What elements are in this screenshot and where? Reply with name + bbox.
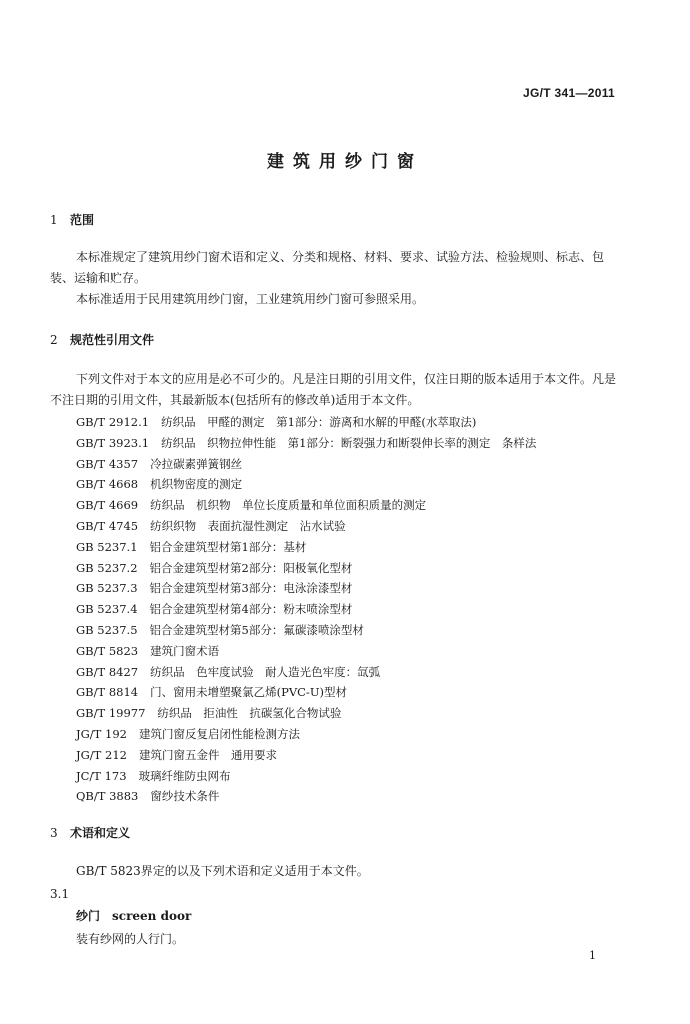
reference-item <box>76 620 536 641</box>
reference-code: GB 5237.4 <box>76 602 138 617</box>
reference-title: 纺织织物 表面抗湿性测定 沾水试验 <box>150 518 346 533</box>
reference-item <box>76 578 536 599</box>
reference-title: 建筑门窗五金件 通用要求 <box>138 747 277 762</box>
section-title: 范围 <box>70 213 95 227</box>
reference-item <box>76 433 536 454</box>
reference-code: GB/T 4668 <box>76 477 139 492</box>
reference-title: 建筑门窗反复启闭性能检测方法 <box>138 726 300 741</box>
reference-title: 冷拉碳素弹簧钢丝 <box>150 456 243 471</box>
reference-item <box>76 495 536 516</box>
reference-code: GB/T 8814 <box>76 685 139 700</box>
reference-item <box>76 537 536 558</box>
reference-item <box>76 641 536 662</box>
scope-paragraph-1: 本标准规定了建筑用纱门窗术语和定义、分类和规格、材料、要求、试验方法、检验规则、标志、包装、运输和贮存。 <box>50 250 605 285</box>
reference-item <box>76 474 536 495</box>
reference-code: GB 5237.5 <box>76 622 138 637</box>
reference-code: GB/T 4669 <box>76 498 139 513</box>
section-2-heading <box>50 331 154 348</box>
section-number: 1 <box>50 213 58 227</box>
reference-title: 纺织品 拒油性 抗碳氢化合物试验 <box>157 706 342 721</box>
reference-title: 门、窗用未增塑聚氯乙烯(PVC-U)型材 <box>150 685 348 700</box>
section-3-heading <box>50 824 130 841</box>
reference-title: 玻璃纤维防虫网布 <box>138 768 231 783</box>
reference-title: 纺织品 机织物 单位长度质量和单位面积质量的测定 <box>150 498 427 513</box>
reference-item <box>76 786 536 807</box>
reference-item <box>76 599 536 620</box>
reference-item <box>76 516 536 537</box>
normative-references-list <box>76 412 536 807</box>
section-title: 规范性引用文件 <box>70 333 155 347</box>
reference-item <box>76 745 536 766</box>
reference-item <box>76 703 536 724</box>
reference-title: 纺织品 织物拉伸性能 第1部分：断裂强力和断裂伸长率的测定 条样法 <box>161 435 537 450</box>
reference-title: 铝合金建筑型材第2部分：阳极氧化型材 <box>149 560 353 575</box>
reference-item <box>76 412 536 433</box>
scope-paragraph-2: 本标准适用于民用建筑用纱门窗，工业建筑用纱门窗可参照采用。 <box>76 292 425 306</box>
reference-title: 机织物密度的测定 <box>150 477 243 492</box>
term-chinese: 纱门 <box>76 909 101 923</box>
reference-code: GB/T 3923.1 <box>76 435 150 450</box>
reference-title: 建筑门窗术语 <box>150 643 220 658</box>
reference-title: 铝合金建筑型材第4部分：粉末喷涂型材 <box>149 602 353 617</box>
reference-code: GB 5237.1 <box>76 539 138 554</box>
reference-code: GB/T 4745 <box>76 518 139 533</box>
reference-code: JC/T 173 <box>76 768 127 783</box>
reference-code: QB/T 3883 <box>76 789 139 804</box>
section-number: 3 <box>50 826 58 840</box>
section-number: 2 <box>50 333 58 347</box>
standard-code: JG/T 341—2011 <box>523 86 615 100</box>
term-definition: 装有纱网的人行门。 <box>76 932 185 946</box>
reference-code: JG/T 192 <box>76 726 127 741</box>
reference-item <box>76 454 536 475</box>
reference-item <box>76 682 536 703</box>
term-english: screen door <box>112 909 192 923</box>
reference-title: 纺织品 甲醛的测定 第1部分：游离和水解的甲醛(水萃取法) <box>161 415 477 429</box>
section-title: 术语和定义 <box>70 826 131 840</box>
reference-item <box>76 558 536 579</box>
reference-item <box>76 724 536 745</box>
reference-code: GB/T 2912.1 <box>76 415 150 429</box>
references-intro: 下列文件对于本文的应用是必不可少的。凡是注日期的引用文件，仅注日期的版本适用于本文件。凡是不注日期的引用文件，其最新版本(包括所有的修改单)适用于本文件。 <box>50 372 617 407</box>
document-title: 建筑用纱门窗 <box>267 152 423 172</box>
term-entry <box>76 907 191 924</box>
reference-code: GB/T 19977 <box>76 706 146 721</box>
reference-code: JG/T 212 <box>76 747 127 762</box>
reference-title: 铝合金建筑型材第1部分：基材 <box>149 539 307 554</box>
reference-item <box>76 662 536 683</box>
reference-code: GB/T 5823 <box>76 643 139 658</box>
reference-title: 窗纱技术条件 <box>150 789 220 804</box>
reference-item <box>76 766 536 787</box>
term-number: 3.1 <box>50 887 70 901</box>
terms-intro: GB/T 5823界定的以及下列术语和定义适用于本文件。 <box>76 864 369 878</box>
reference-title: 铝合金建筑型材第5部分：氟碳漆喷涂型材 <box>149 622 364 637</box>
reference-title: 纺织品 色牢度试验 耐人造光色牢度：氙弧 <box>150 664 381 679</box>
section-1-heading <box>50 211 94 228</box>
reference-code: GB/T 4357 <box>76 456 139 471</box>
reference-code: GB/T 8427 <box>76 664 139 679</box>
reference-title: 铝合金建筑型材第3部分：电泳涂漆型材 <box>149 581 353 596</box>
page-number: 1 <box>589 949 596 962</box>
reference-code: GB 5237.3 <box>76 581 138 596</box>
reference-code: GB 5237.2 <box>76 560 138 575</box>
